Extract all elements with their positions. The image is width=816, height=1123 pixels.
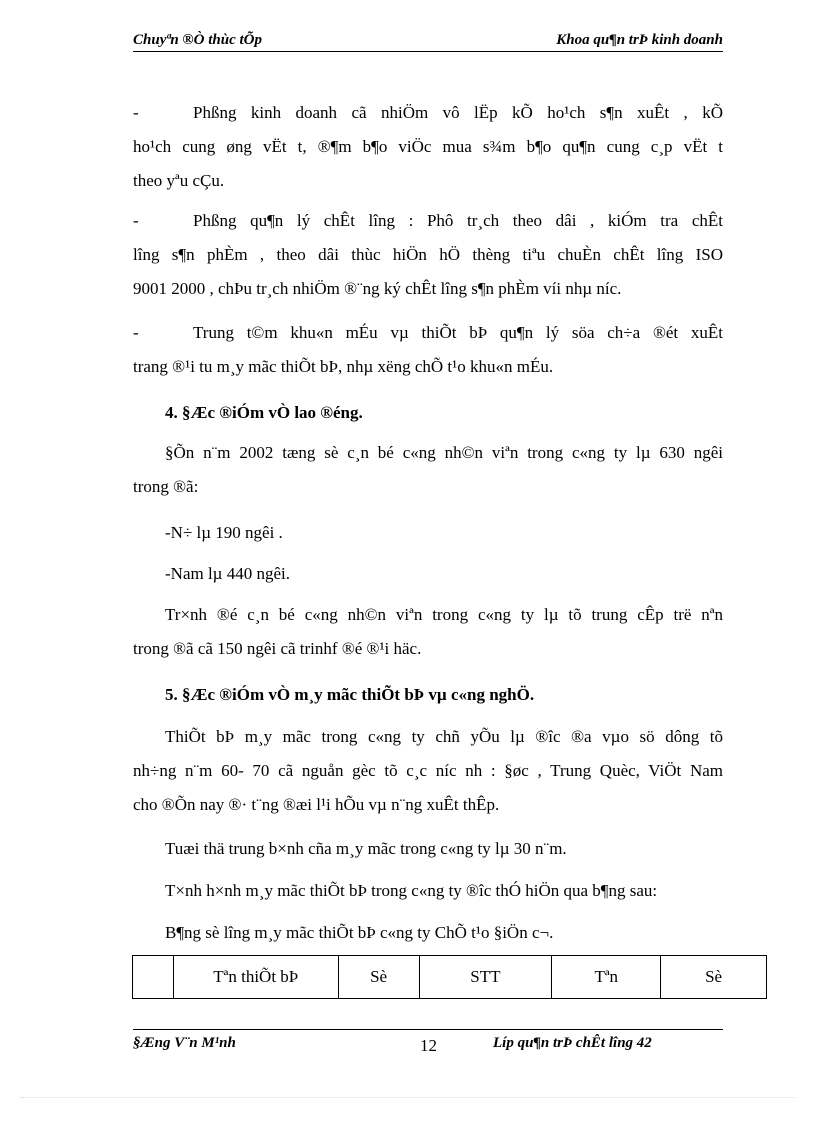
paragraph-education [133,598,723,666]
page-number: 12 [420,1036,437,1055]
paragraph-line: Trung t©m khu«n mÉu vµ thiÕt bÞ qu¶n lý söa ch÷a ®ét xuÊt [193,323,723,342]
paragraph-sales-dept [133,96,723,198]
female-count: -N÷ lµ 190 ngêi . [165,523,283,542]
bullet-dash: - [133,211,139,230]
section-heading-labor: 4. §Æc ®iÓm vÒ lao ®éng. [165,403,363,422]
section-heading-machinery: 5. §Æc ®iÓm vÒ m¸y mãc thiÕt bÞ vµ c«ng nghÖ. [165,685,535,704]
footer-class: Líp qu¶n trÞ chÊt lîng 42 [493,1035,652,1051]
paragraph-line: theo yªu cÇu. [133,171,225,190]
footer-rule [133,1029,723,1030]
paragraph-quality-dept [133,204,723,306]
table-header-cell: Tªn thiÕt bÞ [173,956,338,999]
paragraph-line: Tr×nh ®é c¸n bé c«ng nh©n viªn trong c«ng ty lµ tõ trung cÊp trë nªn [165,605,723,624]
bullet-dash: - [133,323,139,342]
header-left-title: Chuyªn ®Ò thùc tÕp [133,32,262,48]
paragraph-line: ho¹ch cung øng vËt t, ®¶m b¶o viÖc mua s¾m b¶o qu¶n cung c¸p vËt t [133,137,723,156]
paragraph-line: Phßng kinh doanh cã nhiÖm vô lËp kÕ ho¹ch s¶n xuÊt , kÕ [193,103,723,122]
header-rule [133,51,723,52]
table-caption: B¶ng sè lîng m¸y mãc thiÕt bÞ c«ng ty ChÕ t¹o §iÖn c¬. [165,923,554,942]
paragraph-line: trong ®ã cã 150 ngêi cã trinhf ®é ®¹i häc. [133,639,422,658]
equipment-table [132,955,767,999]
header-right-title: Khoa qu¶n trÞ kinh doanh [556,32,723,48]
table-header-row [133,956,767,999]
paragraph-line: 9001 2000 , chÞu tr¸ch nhiÖm ®¨ng ký chÊt lîng s¶n phÈm víi nhµ níc. [133,279,622,298]
paragraph-line: ThiÕt bÞ m¸y mãc trong c«ng ty chñ yÕu lµ ®îc ®a vµo sö dông tõ [165,727,723,746]
paragraph-workforce [133,436,723,504]
paragraph-line: lîng s¶n phÈm , theo dâi thùc hiÖn hÖ thèng tiªu chuÈn chÊt lîng ISO [133,245,723,264]
paragraph-line: §Õn n¨m 2002 tæng sè c¸n bé c«ng nh©n viªn trong c«ng ty lµ 630 ngêi [165,443,723,462]
table-header-cell: Tªn [552,956,661,999]
table-header-cell [133,956,174,999]
machinery-age-text: Tuæi thä trung b×nh cña m¸y mãc trong c«ng ty lµ 30 n¨m. [165,839,567,858]
paragraph-line: Phßng qu¶n lý chÊt lîng : Phô tr¸ch theo dâi , kiÓm tra chÊt [193,211,723,230]
footer-author: §Æng V¨n M¹nh [133,1035,236,1051]
table-header-cell: Sè [338,956,419,999]
page-bottom-divider [20,1097,796,1098]
table-header-cell: STT [419,956,552,999]
paragraph-machinery [133,720,723,822]
paragraph-line: trang ®¹i tu m¸y mãc thiÕt bÞ, nhµ xëng chÕ t¹o khu«n mÉu. [133,357,554,376]
machinery-status-text: T×nh h×nh m¸y mãc thiÕt bÞ trong c«ng ty ®îc thÓ hiÖn qua b¶ng sau: [165,881,658,900]
paragraph-line: trong ®ã: [133,477,199,496]
paragraph-mold-center [133,316,723,384]
paragraph-line: nh÷ng n¨m 60- 70 cã nguån gèc tõ c¸c níc nh : §øc , Trung Quèc, ViÖt Nam [133,761,723,780]
bullet-dash: - [133,103,139,122]
table-header-cell: Sè [661,956,767,999]
male-count: -Nam lµ 440 ngêi. [165,564,290,583]
paragraph-line: cho ®Õn nay ®· t¨ng ®æi l¹i hÕu vµ n¨ng xuÊt thÊp. [133,795,500,814]
